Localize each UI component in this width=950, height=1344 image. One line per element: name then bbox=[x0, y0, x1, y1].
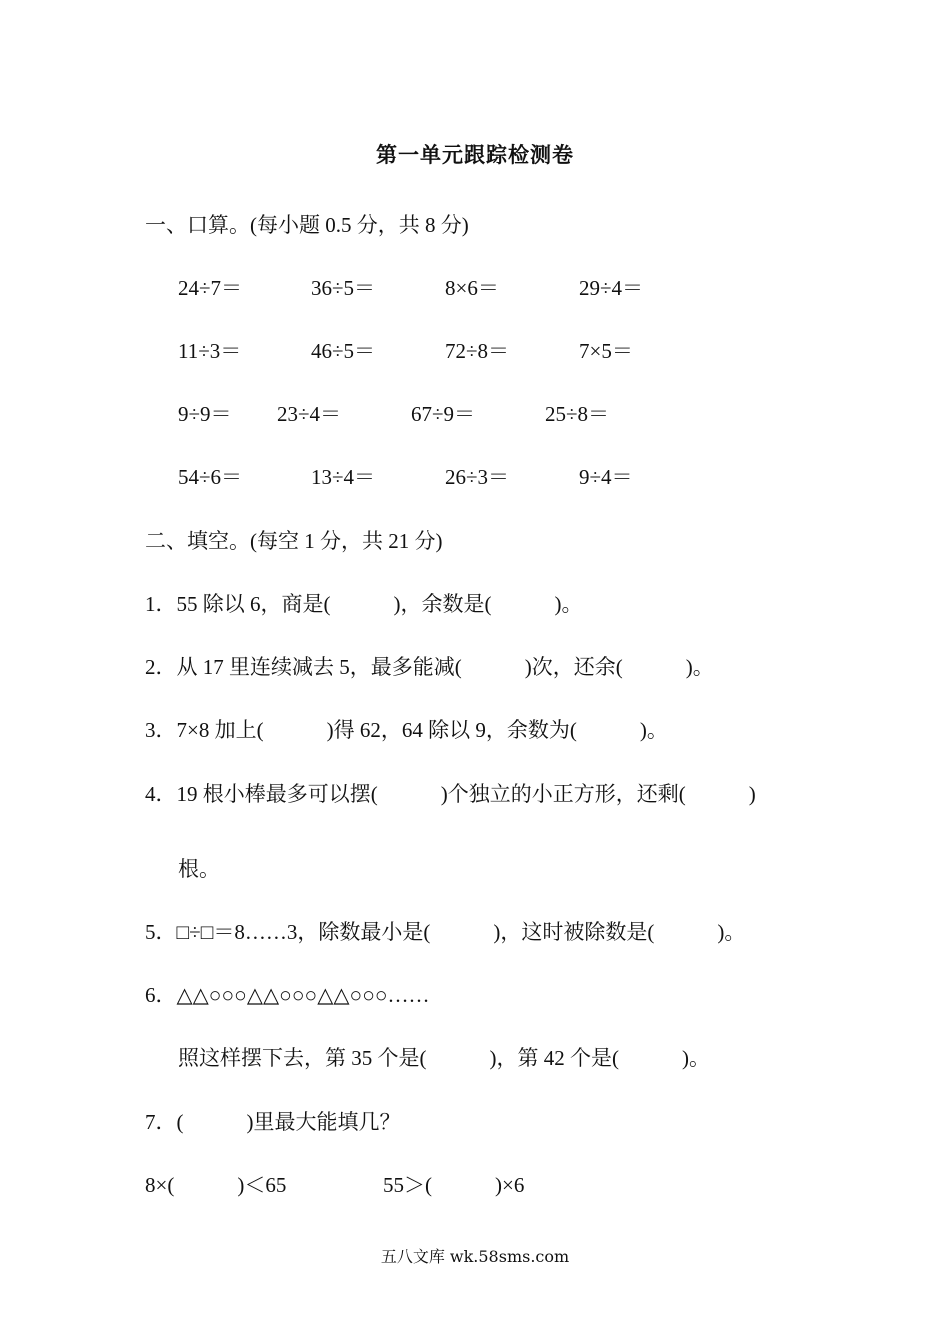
calc-item: 11÷3＝ bbox=[178, 339, 242, 363]
calc-item: 36÷5＝ bbox=[311, 276, 376, 300]
section1-heading: 一、口算。(每小题 0.5 分，共 8 分) bbox=[145, 213, 469, 237]
section2-heading: 二、填空。(每空 1 分，共 21 分) bbox=[145, 529, 443, 553]
calc-item: 25÷8＝ bbox=[545, 402, 610, 426]
calc-item: 72÷8＝ bbox=[445, 339, 510, 363]
calc-item: 26÷3＝ bbox=[445, 465, 510, 489]
calc-item: 67÷9＝ bbox=[411, 402, 476, 426]
question-6-continued: 照这样摆下去，第 35 个是( )，第 42 个是( )。 bbox=[178, 1046, 710, 1070]
question-6: 6．△△○○○△△○○○△△○○○…… bbox=[145, 983, 430, 1007]
calc-item: 13÷4＝ bbox=[311, 465, 376, 489]
calc-item: 29÷4＝ bbox=[579, 276, 644, 300]
calc-item: 23÷4＝ bbox=[277, 402, 342, 426]
question-7: 7．( )里最大能填几？ bbox=[145, 1110, 401, 1134]
calc-item: 9÷9＝ bbox=[178, 402, 232, 426]
calc-item: 24÷7＝ bbox=[178, 276, 243, 300]
calc-item: 46÷5＝ bbox=[311, 339, 376, 363]
question-1: 1．55 除以 6，商是( )，余数是( )。 bbox=[145, 592, 583, 616]
footer-watermark: 五八文库 wk.58sms.com bbox=[380, 1247, 570, 1266]
question-4: 4．19 根小棒最多可以摆( )个独立的小正方形，还剩( ) bbox=[145, 782, 756, 806]
calc-item: 9÷4＝ bbox=[579, 465, 633, 489]
question-7-part-a: 8×( )＜65 bbox=[145, 1173, 287, 1197]
question-5: 5．□÷□＝8……3，除数最小是( )，这时被除数是( )。 bbox=[145, 920, 746, 944]
question-2: 2．从 17 里连续减去 5，最多能减( )次，还余( )。 bbox=[145, 655, 714, 679]
question-4-continued: 根。 bbox=[178, 857, 220, 881]
page-title: 第一单元跟踪检测卷 bbox=[376, 143, 574, 167]
question-3: 3．7×8 加上( )得 62，64 除以 9，余数为( )。 bbox=[145, 718, 668, 742]
calc-item: 8×6＝ bbox=[445, 276, 499, 300]
calc-item: 54÷6＝ bbox=[178, 465, 243, 489]
calc-item: 7×5＝ bbox=[579, 339, 633, 363]
question-7-part-b: 55＞( )×6 bbox=[383, 1173, 525, 1197]
